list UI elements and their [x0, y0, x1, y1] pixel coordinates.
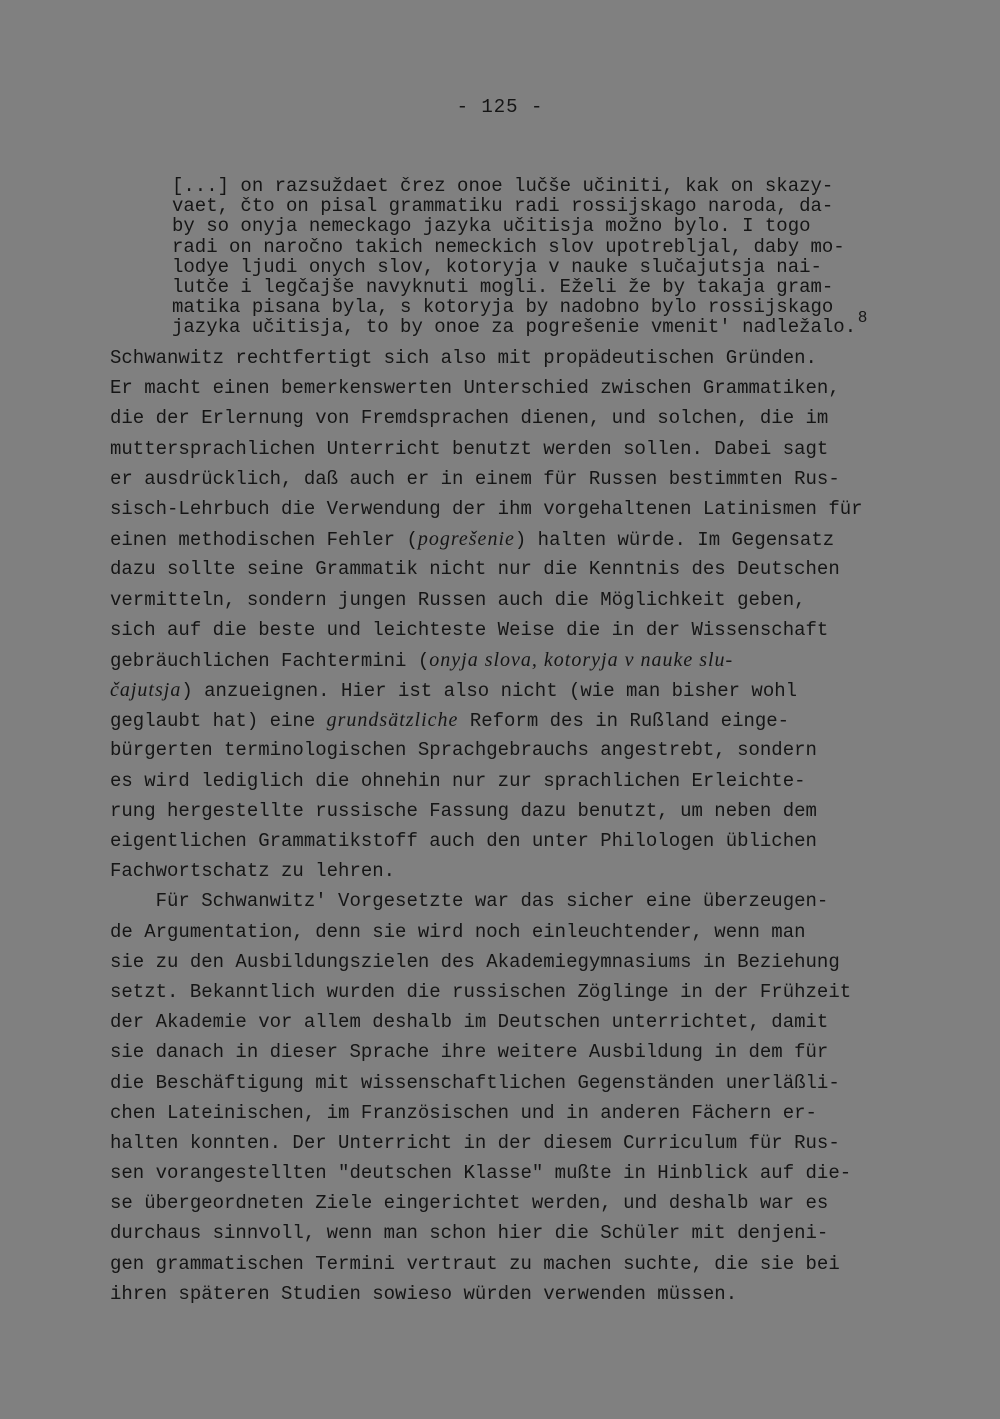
body-line: halten konnten. Der Unterricht in der diesem Curriculum für Rus-: [110, 1131, 840, 1154]
body-line: [110, 675, 930, 705]
body-line: der Akademie vor allem deshalb im Deutschen unterrichtet, damit: [110, 1011, 829, 1034]
body-line: er ausdrücklich, daß auch er in einem für Russen bestimmten Rus-: [110, 467, 840, 490]
body-line: sen vorangestellten "deutschen Klasse" mußte in Hinblick auf die-: [110, 1162, 852, 1185]
body-line: sie zu den Ausbildungszielen des Akademiegymnasiums in Beziehung: [110, 950, 840, 973]
quote-line: [...] on razsuždaet črez onoe lučše učiniti, kak on skazy-: [172, 175, 834, 197]
body-line: ihren späteren Studien sowieso würden verwenden müssen.: [110, 1282, 738, 1305]
body-text-segment: ) anzueignen. Hier ist also nicht (wie man bisher wohl: [181, 680, 798, 703]
block-quote: [172, 176, 902, 338]
body-text-segment: ) halten würde. Im Gegensatz: [514, 529, 835, 552]
body-line: es wird lediglich die ohnehin nur zur sprachlichen Erleichte-: [110, 769, 806, 792]
body-line: dazu sollte seine Grammatik nicht nur die Kenntnis des Deutschen: [110, 558, 840, 581]
page-number: - 125 -: [456, 96, 544, 118]
body-line: Fachwortschatz zu lehren.: [110, 860, 396, 883]
body-text: [110, 343, 930, 1309]
body-text-segment: gebräuchlichen Fachtermini (: [110, 649, 430, 672]
quote-line: by so onyja nemeckago jazyka učitisja možno bylo. I togo: [172, 215, 811, 238]
body-text-segment: Reform des in Rußland einge-: [458, 710, 790, 733]
italic-term: pogrešenie: [417, 528, 515, 551]
body-line: die der Erlernung von Fremdsprachen dienen, und solchen, die im: [110, 407, 829, 430]
footnote-marker: 8: [858, 309, 868, 327]
quote-line-text: jazyka učitisja, to by onoe za pogrešenie vmenit' nadležalo.: [172, 316, 857, 339]
body-line: Für Schwanwitz' Vorgesetzte war das sicher eine überzeugen-: [110, 890, 829, 913]
body-line: se übergeordneten Ziele eingerichtet werden, und deshalb war es: [110, 1192, 829, 1215]
body-line: gen grammatischen Termini vertraut zu machen suchte, die sie bei: [110, 1252, 840, 1275]
body-line: [110, 705, 930, 735]
body-line: Schwanwitz rechtfertigt sich also mit propädeutischen Gründen.: [110, 347, 817, 369]
italic-term: grundsätzliche: [326, 709, 459, 732]
italic-term: čajutsja: [110, 679, 182, 702]
quote-line: lutče i legčajše navyknuti mogli. Eželi že by takaja gram-: [172, 275, 834, 298]
body-line: chen Lateinischen, im Französischen und in anderen Fächern er-: [110, 1101, 817, 1124]
quote-line: matika pisana byla, s kotoryja by nadobno bylo rossijskago: [172, 296, 834, 319]
body-line: [110, 524, 930, 554]
quote-line: lodye ljudi onych slov, kotoryja v nauke slučajutsja nai-: [172, 255, 822, 278]
body-line: setzt. Bekanntlich wurden die russischen Zöglinge in der Frühzeit: [110, 980, 852, 1003]
body-line: durchaus sinnvoll, wenn man schon hier die Schüler mit denjeni-: [110, 1222, 829, 1245]
quote-line: vaet, čto on pisal grammatiku radi rossijskago naroda, da-: [172, 195, 834, 218]
quote-line: radi on naročno takich nemeckich slov upotrebljal, daby mo-: [172, 235, 845, 258]
body-line: rung hergestellte russische Fassung dazu benutzt, um neben dem: [110, 799, 817, 822]
body-line: Er macht einen bemerkenswerten Unterschied zwischen Grammatiken,: [110, 377, 840, 400]
body-line: vermitteln, sondern jungen Russen auch die Möglichkeit geben,: [110, 588, 806, 611]
body-line: sie danach in dieser Sprache ihre weitere Ausbildung in dem für: [110, 1041, 829, 1064]
body-text-segment: einen methodischen Fehler (: [110, 529, 418, 552]
body-line: [110, 645, 930, 675]
italic-term: onyja slova, kotoryja v nauke slu-: [429, 648, 734, 671]
body-line: bürgerten terminologischen Sprachgebrauchs angestrebt, sondern: [110, 739, 817, 762]
body-line: de Argumentation, denn sie wird noch einleuchtender, wenn man: [110, 920, 806, 943]
body-line: sich auf die beste und leichteste Weise die in der Wissenschaft: [110, 618, 829, 641]
body-line: eigentlichen Grammatikstoff auch den unter Philologen üblichen: [110, 830, 817, 852]
body-line: sisch-Lehrbuch die Verwendung der ihm vorgehaltenen Latinismen für: [110, 497, 863, 520]
quote-line-last: [172, 309, 902, 339]
body-text-segment: geglaubt hat) eine: [110, 710, 327, 733]
body-line: die Beschäftigung mit wissenschaftlichen Gegenständen unerläßli-: [110, 1071, 840, 1094]
body-line: muttersprachlichen Unterricht benutzt werden sollen. Dabei sagt: [110, 437, 829, 460]
